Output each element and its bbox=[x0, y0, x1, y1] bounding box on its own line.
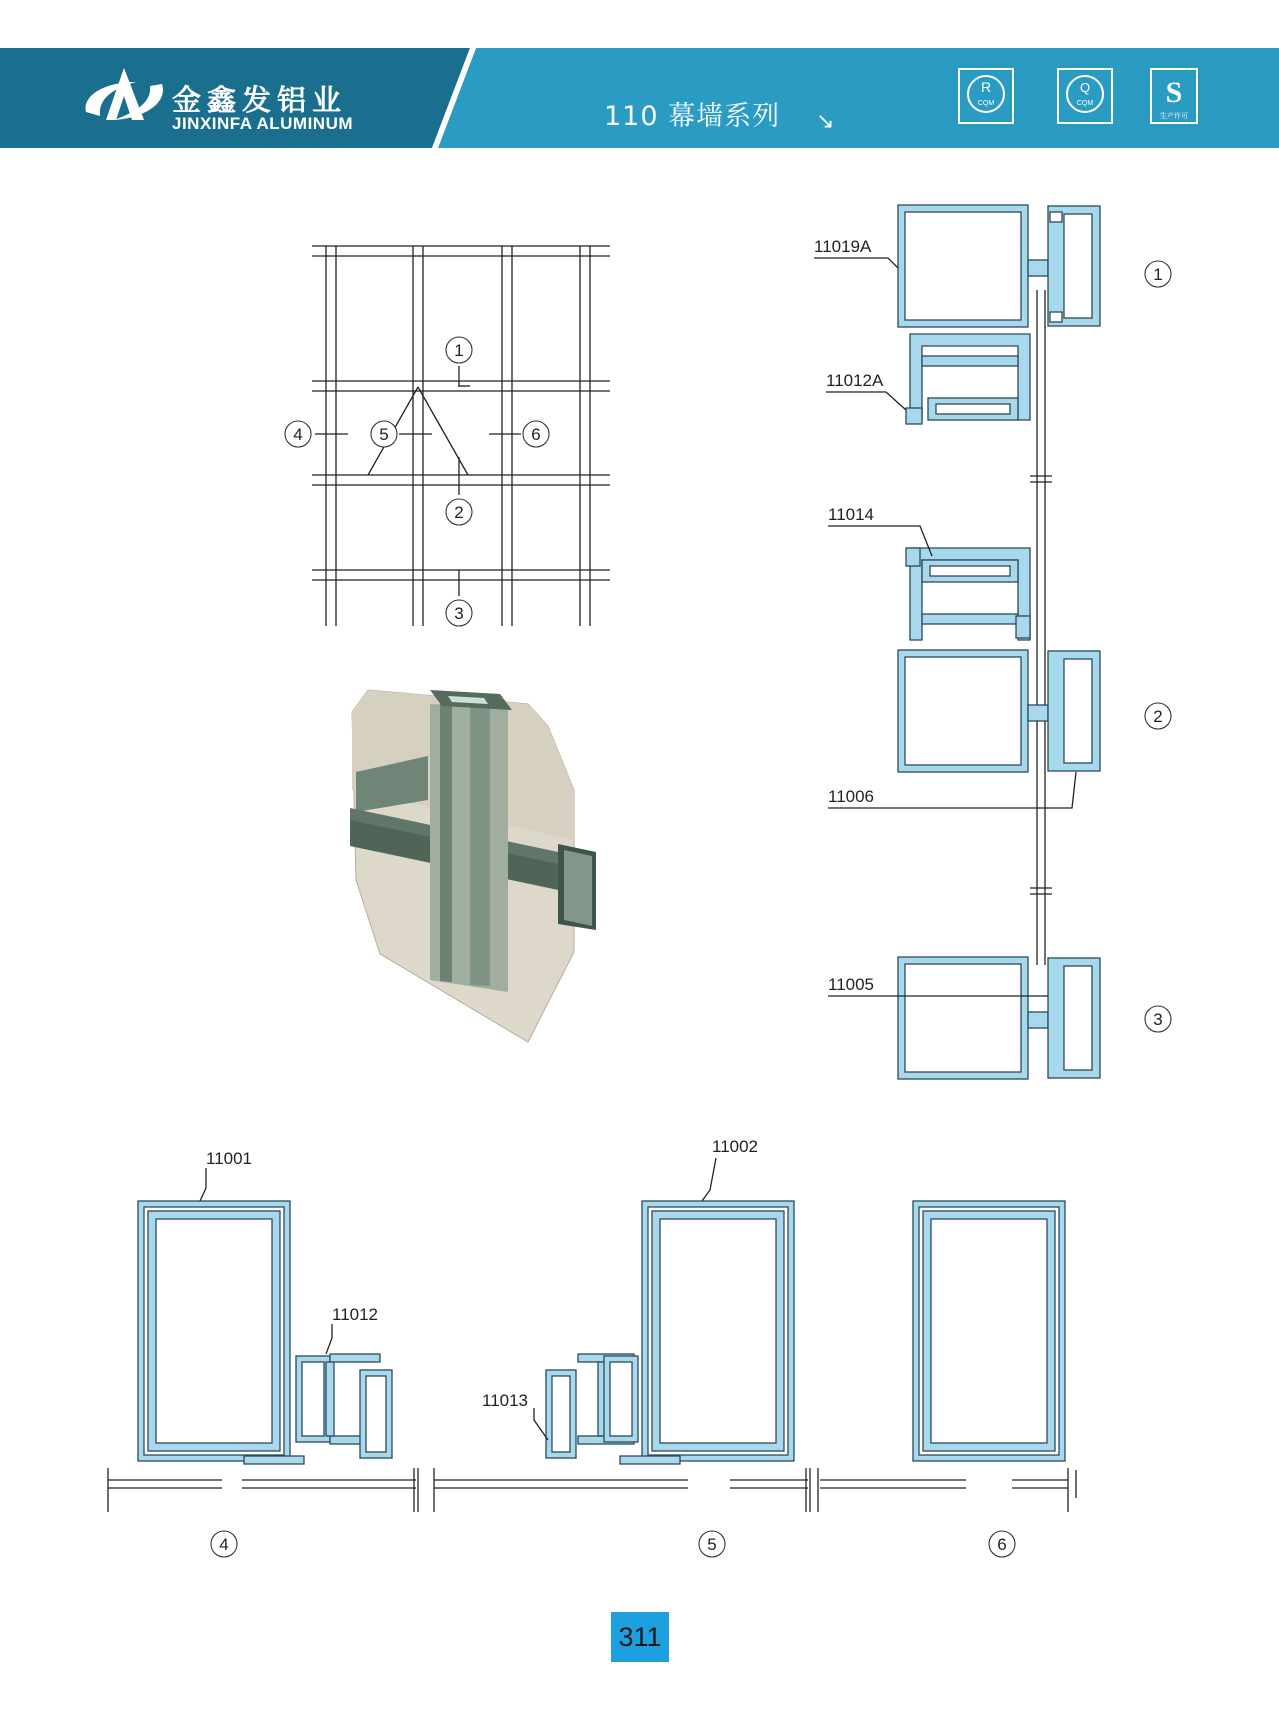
brand-name-chinese: 金鑫发铝业 bbox=[172, 83, 348, 117]
svg-text:4: 4 bbox=[293, 425, 303, 444]
section-marker-5 bbox=[699, 1531, 725, 1557]
label-11006: 11006 bbox=[828, 787, 875, 806]
curtain-wall-3d-render bbox=[350, 690, 596, 1042]
cert-label-2: CQM bbox=[1076, 100, 1094, 107]
profile-11001 bbox=[138, 1201, 290, 1461]
label-11005: 11005 bbox=[828, 975, 875, 994]
profile-11005 bbox=[898, 957, 1100, 1079]
svg-text:6: 6 bbox=[531, 425, 541, 444]
svg-text:3: 3 bbox=[1153, 1010, 1163, 1029]
profile-11012A bbox=[906, 334, 1030, 424]
grid-marker-2 bbox=[446, 499, 472, 525]
cert-label-3: 生产许可 bbox=[1160, 112, 1188, 120]
section-marker-3 bbox=[1145, 1006, 1171, 1032]
label-11012: 11012 bbox=[332, 1305, 379, 1324]
profile-6-section bbox=[913, 1201, 1065, 1461]
svg-text:5: 5 bbox=[379, 425, 389, 444]
svg-text:1: 1 bbox=[454, 341, 464, 360]
brand-name-english: JINXINFA ALUMINUM bbox=[172, 114, 354, 133]
svg-text:5: 5 bbox=[707, 1535, 717, 1554]
profile-11006 bbox=[898, 650, 1100, 772]
section-marker-1 bbox=[1145, 261, 1171, 287]
cert-mark-q: Q bbox=[1079, 80, 1091, 95]
label-11019A: 11019A bbox=[814, 237, 872, 256]
profile-11014 bbox=[906, 548, 1030, 640]
svg-text:4: 4 bbox=[219, 1535, 229, 1554]
label-11014: 11014 bbox=[828, 505, 875, 524]
label-11001: 11001 bbox=[206, 1149, 253, 1168]
grid-marker-3 bbox=[446, 600, 472, 626]
svg-text:2: 2 bbox=[1153, 707, 1163, 726]
page-number: 311 bbox=[618, 1622, 662, 1652]
glass-pane-vertical bbox=[1030, 290, 1052, 965]
label-11002: 11002 bbox=[712, 1137, 759, 1156]
svg-text:3: 3 bbox=[454, 604, 464, 623]
arrow-icon: ↘ bbox=[816, 108, 835, 133]
profile-11019A bbox=[898, 205, 1100, 327]
svg-text:2: 2 bbox=[454, 503, 464, 522]
label-11013: 11013 bbox=[482, 1391, 529, 1410]
series-title: 110 幕墙系列 bbox=[604, 101, 781, 132]
section-marker-6 bbox=[989, 1531, 1015, 1557]
grid-marker-6 bbox=[523, 421, 549, 447]
cert-mark-r: R bbox=[980, 79, 992, 95]
elevation-grid bbox=[285, 246, 610, 626]
svg-text:6: 6 bbox=[997, 1535, 1007, 1554]
grid-marker-1 bbox=[446, 337, 472, 363]
cert-label-1: CQM bbox=[977, 100, 995, 107]
grid-marker-5 bbox=[371, 421, 397, 447]
section-marker-2 bbox=[1145, 703, 1171, 729]
profile-11002 bbox=[642, 1201, 794, 1461]
section-marker-4 bbox=[211, 1531, 237, 1557]
label-11012A: 11012A bbox=[826, 371, 884, 390]
cert-mark-s: S bbox=[1165, 76, 1183, 109]
grid-marker-4 bbox=[285, 421, 311, 447]
glass-pane-horizontal bbox=[108, 1468, 1076, 1512]
svg-text:1: 1 bbox=[1153, 265, 1163, 284]
